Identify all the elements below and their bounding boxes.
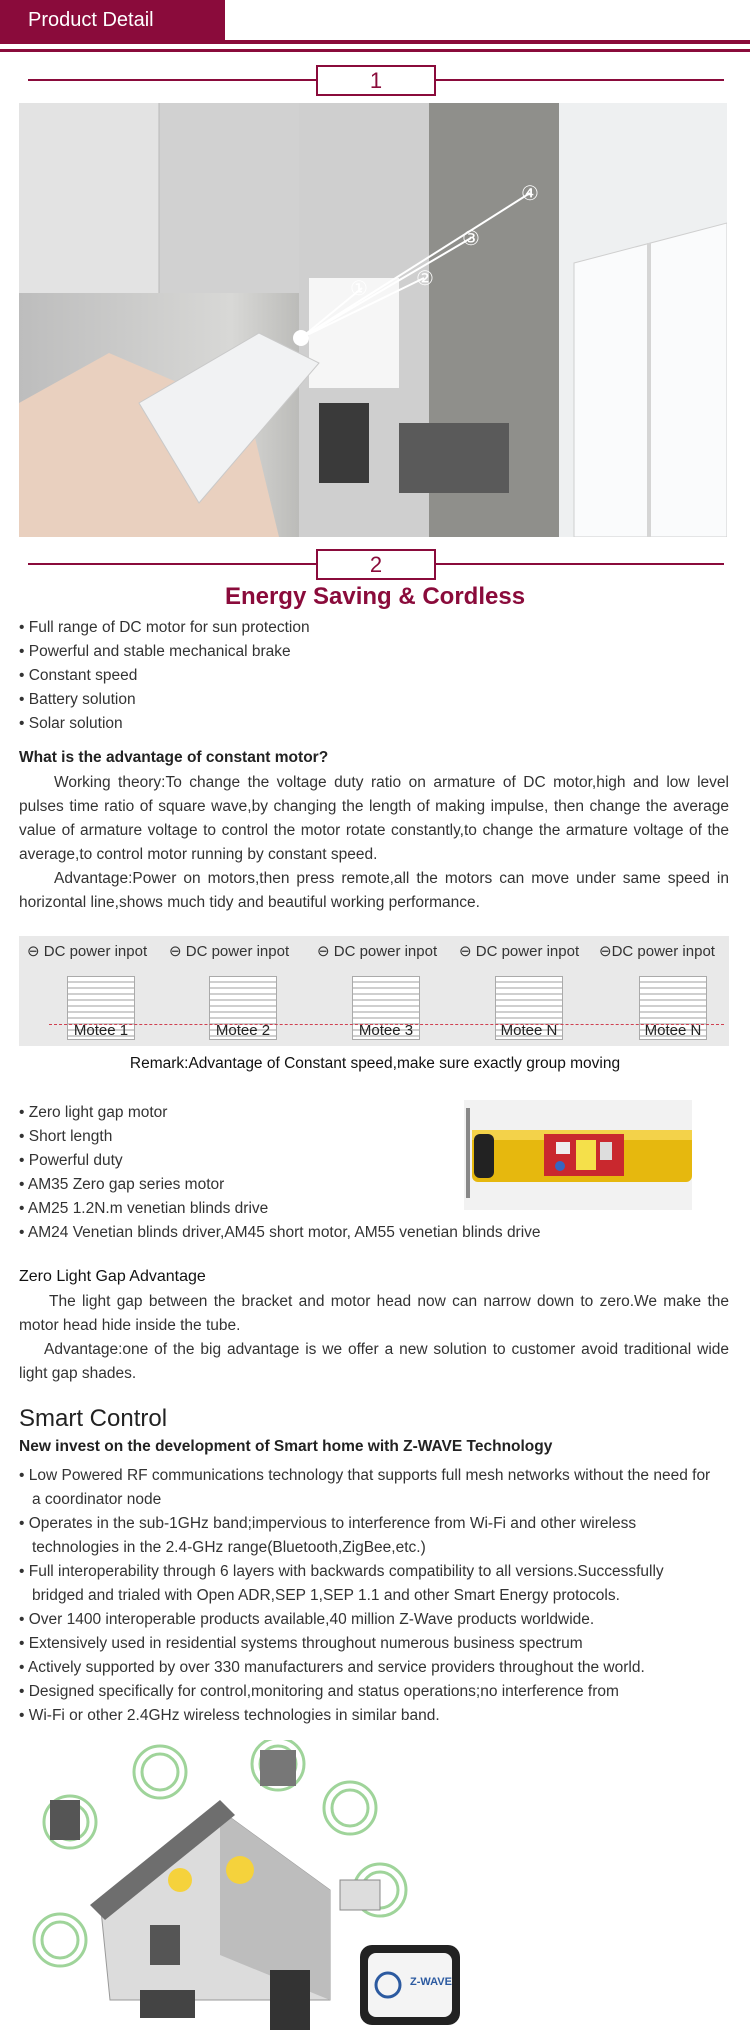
callout-label-3: ③ bbox=[462, 228, 480, 250]
smart-control-subtitle: New invest on the development of Smart home with Z-WAVE Technology bbox=[19, 1438, 553, 1455]
advantage-paragraph: Advantage:Power on motors,then press remote,all the motors can move under same speed in horizontal line,shows much tidy and beautiful working performance. bbox=[19, 870, 729, 911]
list-item: • Extensively used in residential systems throughout numerous business spectrum bbox=[19, 1632, 719, 1656]
zero-gap-title: Zero Light Gap Advantage bbox=[19, 1268, 206, 1285]
room-illustration bbox=[19, 103, 727, 537]
list-item: • Full interoperability through 6 layers with backwards compatibility to all versions.Successfully bridged and trialed with Open ADR,SEP 1,SEP 1.1 and other Smart Energy protocols. bbox=[19, 1560, 719, 1608]
smart-home-illustration bbox=[30, 1740, 470, 2042]
energy-title: Energy Saving & Cordless bbox=[224, 583, 526, 610]
working-theory-paragraph: Working theory:To change the voltage duty ratio on armature of DC motor,high and low level pulses time ratio of square wave,by changing the length of making impulse, then change the average value of armature voltage to control the motor rotate constantly,to change the armature voltage of the average,to control motor running by constant speed. bbox=[19, 774, 729, 863]
list-item: • Operates in the sub-1GHz band;impervious to interference from Wi-Fi and other wireless technologies in the 2.4-GHz range(Bluetooth,ZigBee,etc.) bbox=[19, 1512, 719, 1560]
smart-home-image bbox=[30, 1740, 470, 2042]
callout-label-1: ① bbox=[350, 278, 368, 300]
zero-gap-paragraph: The light gap between the bracket and motor head now can narrow down to zero.We make the motor head hide inside the tube. bbox=[19, 1293, 729, 1334]
section-line-left bbox=[28, 563, 316, 565]
callout-label-4: ④ bbox=[521, 183, 539, 205]
zero-gap-advantage-paragraph: Advantage:one of the big advantage is we offer a new solution to customer avoid traditional wide light gap shades. bbox=[19, 1341, 729, 1382]
list-item: • Wi-Fi or other 2.4GHz wireless technologies in similar band. bbox=[19, 1704, 719, 1728]
page-header-tab: Product Detail bbox=[0, 0, 225, 40]
dc-power-label: ⊖DC power inpot bbox=[599, 943, 715, 960]
section-line-left bbox=[28, 79, 316, 81]
smart-bullet-list bbox=[19, 1464, 719, 1728]
list-item: • Low Powered RF communications technology that supports full mesh networks without the need for a coordinator node bbox=[19, 1464, 719, 1512]
list-item: • AM25 1.2N.m venetian blinds drive bbox=[19, 1197, 739, 1221]
list-item: • Short length bbox=[19, 1125, 739, 1149]
callout-label-2: ② bbox=[416, 268, 434, 290]
list-item: • Full range of DC motor for sun protection bbox=[19, 616, 719, 640]
section-line-right bbox=[432, 79, 724, 81]
tubular-motor-image bbox=[464, 1100, 692, 1210]
motee-label: Motee N bbox=[500, 1022, 558, 1039]
constant-motor-question: What is the advantage of constant motor? bbox=[19, 749, 329, 766]
list-item: • AM35 Zero gap series motor bbox=[19, 1173, 739, 1197]
list-item: • Designed specifically for control,monitoring and status operations;no interference from bbox=[19, 1680, 719, 1704]
motee-label: Motee 1 bbox=[73, 1022, 129, 1039]
list-item: • Battery solution bbox=[19, 688, 719, 712]
list-item: • Solar solution bbox=[19, 712, 719, 736]
motee-label: Motee 3 bbox=[358, 1022, 414, 1039]
motor-illustration bbox=[464, 1100, 692, 1210]
section-number-2: 2 bbox=[316, 549, 436, 580]
motee-label: Motee 2 bbox=[215, 1022, 271, 1039]
dc-power-label: ⊖ DC power inpot bbox=[169, 943, 290, 960]
diagram-remark: Remark:Advantage of Constant speed,make sure exactly group moving bbox=[129, 1055, 621, 1072]
dc-power-label: ⊖ DC power inpot bbox=[459, 943, 580, 960]
smart-control-title: Smart Control bbox=[19, 1405, 168, 1432]
list-item: • AM24 Venetian blinds driver,AM45 short motor, AM55 venetian blinds drive bbox=[19, 1221, 739, 1245]
list-item: • Zero light gap motor bbox=[19, 1101, 739, 1125]
motee-label: Motee N bbox=[644, 1022, 702, 1039]
list-item: • Powerful and stable mechanical brake bbox=[19, 640, 719, 664]
section-number-1: 1 bbox=[316, 65, 436, 96]
header-divider bbox=[0, 40, 750, 44]
header-divider-thin bbox=[0, 49, 750, 52]
list-item: • Actively supported by over 330 manufacturers and service providers throughout the world. bbox=[19, 1656, 719, 1680]
list-item: • Over 1400 interoperable products available,40 million Z-Wave products worldwide. bbox=[19, 1608, 719, 1632]
dc-power-label: ⊖ DC power inpot bbox=[317, 943, 438, 960]
remote-control-room-image bbox=[19, 103, 727, 537]
dc-power-label: ⊖ DC power inpot bbox=[27, 943, 148, 960]
section-line-right bbox=[432, 563, 724, 565]
z-wave-logo: Z-WAVE bbox=[410, 1976, 452, 1988]
list-item: • Powerful duty bbox=[19, 1149, 739, 1173]
list-item: • Constant speed bbox=[19, 664, 719, 688]
energy-bullet-list bbox=[19, 616, 719, 736]
constant-speed-diagram bbox=[19, 936, 729, 1046]
